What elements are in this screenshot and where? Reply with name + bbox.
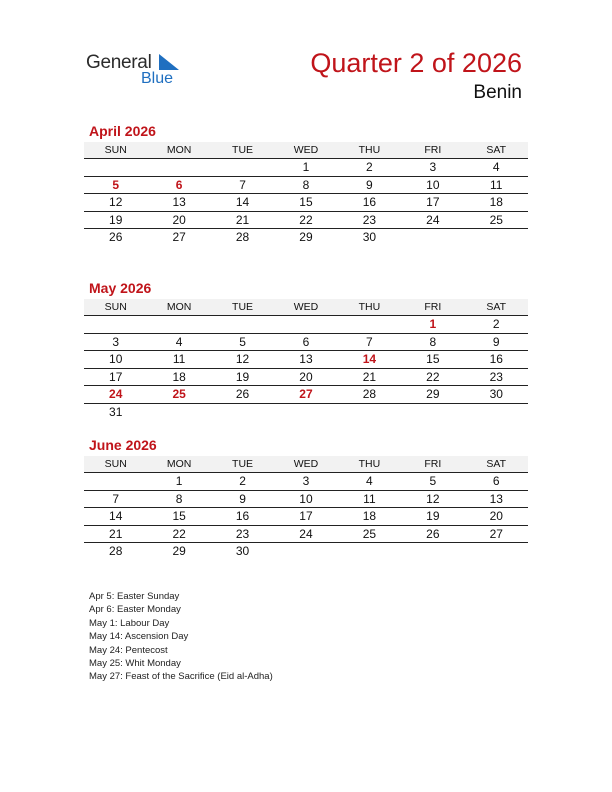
week-row [84, 473, 528, 491]
holiday-note: May 14: Ascension Day [89, 631, 189, 643]
weekday-label: SUN [104, 144, 127, 156]
day-cell: 25 [489, 212, 503, 227]
day-cell: 19 [109, 212, 123, 227]
day-cell: 18 [489, 195, 503, 209]
weekday-label: TUE [232, 458, 254, 470]
day-cell: 2 [366, 160, 373, 174]
holiday-note: May 27: Feast of the Sacrifice (Eid al-Adha) [89, 671, 273, 683]
empty-day-cell [338, 404, 401, 421]
month-block [84, 122, 528, 246]
day-cell: 27 [489, 526, 503, 541]
week-row [84, 194, 528, 212]
month-title: May 2026 [89, 280, 152, 296]
day-cell: 29 [172, 544, 186, 558]
day-cell: 12 [426, 491, 440, 506]
day-cell: 24 [299, 526, 313, 541]
day-cell: 17 [299, 509, 313, 523]
day-cell: 30 [489, 387, 503, 401]
day-cell: 21 [362, 369, 377, 384]
day-cell: 22 [299, 212, 313, 227]
day-cell: 27 [299, 387, 313, 401]
empty-day-cell [465, 229, 528, 246]
day-cell: 15 [426, 352, 440, 366]
weekday-label: SAT [486, 301, 507, 313]
week-row [84, 508, 528, 526]
day-cell: 19 [426, 509, 440, 523]
day-cell: 28 [235, 230, 250, 244]
week-row [84, 386, 528, 404]
weekday-label: WED [293, 301, 319, 313]
empty-day-cell [274, 404, 337, 421]
day-cell: 24 [109, 387, 123, 401]
day-cell: 26 [235, 387, 250, 401]
week-row [84, 159, 528, 177]
logo-word-general: General [86, 52, 152, 73]
day-cell: 29 [426, 387, 440, 401]
day-cell: 18 [172, 369, 186, 384]
empty-day-cell [274, 316, 337, 333]
week-row [84, 491, 528, 509]
day-cell: 10 [109, 352, 123, 366]
empty-day-cell [84, 316, 147, 333]
day-cell: 3 [302, 474, 310, 488]
holiday-list [89, 590, 273, 684]
day-cell: 4 [175, 334, 183, 349]
day-cell: 21 [235, 212, 250, 227]
empty-day-cell [465, 404, 528, 421]
day-cell: 31 [109, 404, 123, 419]
day-cell: 2 [492, 317, 500, 331]
day-cell: 5 [239, 334, 246, 349]
holiday-note: May 24: Pentecost [89, 644, 168, 656]
weekday-label: FRI [424, 301, 442, 313]
day-cell: 28 [109, 544, 123, 558]
day-cell: 20 [489, 509, 503, 523]
day-cell: 7 [239, 177, 246, 192]
month-title: April 2026 [89, 123, 156, 139]
holiday-note: Apr 6: Easter Monday [89, 604, 181, 616]
month-block [84, 436, 528, 560]
day-cell: 9 [239, 491, 246, 506]
day-cell: 7 [112, 491, 120, 506]
day-cell: 10 [426, 177, 440, 192]
day-cell: 14 [362, 352, 377, 366]
week-row [84, 404, 528, 421]
day-cell: 26 [426, 526, 440, 541]
day-cell: 11 [490, 177, 503, 192]
weekday-header-row [84, 456, 528, 473]
day-cell: 28 [362, 387, 377, 401]
day-cell: 10 [299, 491, 313, 506]
empty-day-cell [274, 543, 337, 560]
day-cell: 16 [235, 509, 250, 523]
day-cell: 25 [172, 387, 186, 401]
empty-day-cell [338, 316, 401, 333]
day-cell: 30 [362, 230, 377, 244]
day-cell: 20 [172, 212, 186, 227]
day-cell: 19 [235, 369, 250, 384]
weekday-label: TUE [232, 301, 254, 313]
week-row [84, 369, 528, 387]
weekday-label: MON [166, 458, 192, 470]
day-cell: 16 [489, 352, 503, 366]
holiday-note: May 25: Whit Monday [89, 658, 181, 670]
day-cell: 8 [429, 334, 437, 349]
weekday-label: SUN [104, 458, 127, 470]
weekday-header-row [84, 299, 528, 316]
weekday-label: SAT [486, 144, 507, 156]
weekday-label: FRI [424, 458, 442, 470]
day-cell: 5 [112, 177, 120, 192]
day-cell: 13 [172, 195, 186, 209]
empty-day-cell [147, 159, 210, 176]
day-cell: 18 [362, 509, 377, 523]
day-cell: 14 [235, 195, 250, 209]
empty-day-cell [84, 159, 147, 176]
weekday-label: THU [358, 458, 381, 470]
day-cell: 11 [172, 352, 186, 366]
empty-day-cell [211, 159, 274, 176]
weekday-label: MON [166, 144, 192, 156]
weekday-label: THU [358, 144, 381, 156]
holiday-note: May 1: Labour Day [89, 617, 170, 629]
empty-day-cell [211, 316, 274, 333]
day-cell: 3 [112, 334, 120, 349]
day-cell: 15 [172, 509, 186, 523]
day-cell: 23 [235, 526, 250, 541]
empty-day-cell [465, 543, 528, 560]
day-cell: 14 [109, 509, 123, 523]
weekday-label: FRI [424, 144, 442, 156]
empty-day-cell [401, 229, 464, 246]
day-cell: 20 [299, 369, 313, 384]
day-cell: 12 [235, 352, 250, 366]
brand-logo [86, 50, 186, 90]
empty-day-cell [211, 404, 274, 421]
weekday-label: SAT [486, 458, 507, 470]
week-row [84, 177, 528, 195]
day-cell: 11 [363, 491, 376, 506]
weekday-header-row [84, 142, 528, 159]
logo-triangle-icon [159, 54, 181, 70]
day-cell: 4 [366, 474, 373, 488]
empty-day-cell [338, 543, 401, 560]
empty-day-cell [147, 316, 210, 333]
week-row [84, 229, 528, 246]
month-block [84, 279, 528, 420]
day-cell: 6 [175, 177, 183, 192]
day-cell: 23 [362, 212, 377, 227]
country-name: Benin [473, 82, 522, 103]
day-cell: 24 [426, 212, 440, 227]
day-cell: 1 [175, 474, 183, 488]
day-cell: 22 [426, 369, 440, 384]
day-cell: 25 [362, 526, 377, 541]
weekday-label: TUE [232, 144, 254, 156]
day-cell: 23 [489, 369, 503, 384]
day-cell: 3 [429, 160, 437, 174]
day-cell: 15 [299, 195, 313, 209]
quarter-title: Quarter 2 of 2026 [310, 48, 522, 78]
day-cell: 9 [492, 334, 500, 349]
day-cell: 4 [492, 160, 500, 174]
day-cell: 6 [302, 334, 310, 349]
day-cell: 13 [299, 352, 313, 366]
empty-day-cell [401, 543, 464, 560]
day-cell: 21 [109, 526, 123, 541]
week-row [84, 351, 528, 369]
day-cell: 1 [302, 160, 310, 174]
week-row [84, 334, 528, 352]
empty-day-cell [401, 404, 464, 421]
holiday-note: Apr 5: Easter Sunday [89, 591, 180, 602]
weekday-label: WED [293, 458, 319, 470]
day-cell: 12 [109, 195, 123, 209]
day-cell: 8 [302, 177, 310, 192]
weekday-label: SUN [104, 301, 127, 313]
empty-day-cell [84, 473, 147, 490]
day-cell: 16 [362, 195, 377, 209]
day-cell: 29 [299, 230, 313, 244]
day-cell: 2 [239, 474, 246, 488]
day-cell: 5 [429, 474, 437, 488]
logo-word-blue: Blue [141, 70, 174, 87]
week-row [84, 212, 528, 230]
day-cell: 1 [429, 317, 437, 331]
day-cell: 26 [109, 230, 123, 244]
day-cell: 22 [172, 526, 186, 541]
day-cell: 17 [109, 369, 123, 384]
week-row [84, 543, 528, 560]
day-cell: 8 [175, 491, 183, 506]
week-row [84, 526, 528, 544]
day-cell: 9 [366, 177, 373, 192]
day-cell: 17 [426, 195, 440, 209]
day-cell: 6 [492, 474, 500, 488]
weekday-label: THU [358, 301, 381, 313]
empty-day-cell [147, 404, 210, 421]
month-title: June 2026 [89, 437, 157, 453]
weekday-label: MON [166, 301, 192, 313]
weekday-label: WED [293, 144, 319, 156]
day-cell: 7 [366, 334, 373, 349]
day-cell: 13 [489, 491, 503, 506]
day-cell: 30 [235, 544, 250, 558]
week-row [84, 316, 528, 334]
day-cell: 27 [172, 230, 186, 244]
